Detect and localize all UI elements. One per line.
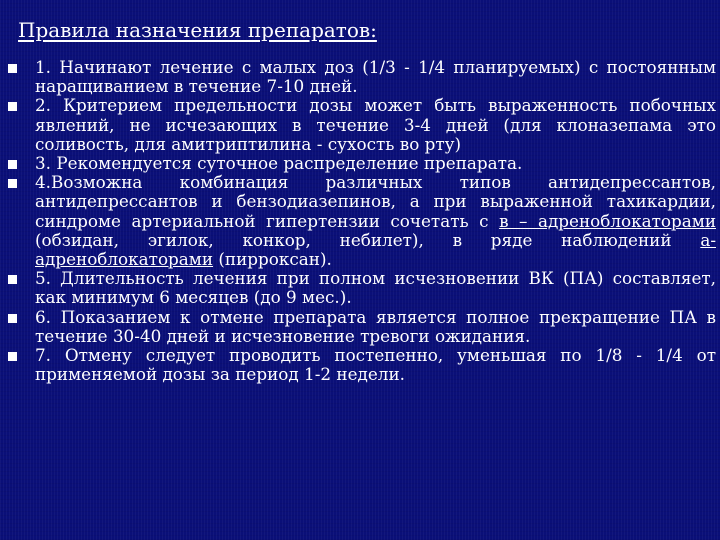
list-item [0, 154, 720, 173]
slide-title: Правила назначения препаратов: [18, 18, 377, 42]
list-item-text-part: (пирроксан). [213, 249, 332, 270]
list-item [0, 346, 720, 384]
rules-list [0, 58, 720, 384]
list-item [0, 96, 720, 154]
list-item-text: 6. Показанием к отмене препарата является полное прекращение ПА в течение 30-40 дней и исчезновение тревоги ожидания. [35, 306, 716, 346]
square-bullet-icon [8, 102, 17, 111]
list-item-text: 2. Критерием предельности дозы может быть выраженность побочных явлений, не исчезающих в течение 3-4 дней (для клоназепама это соливость, для амитриптилина - сухость во рту) [35, 95, 716, 154]
list-item-text-part: 4.Возможна комбинация различных типов антидепрессантов, антидепрессантов и бензодиазепинов, а при выраженной тахикардии, синдроме артериальной гипертензии сочетать с [35, 172, 716, 231]
list-item-text-part: (обзидан, эгилок, конкор, небилет), в ряде наблюдений [35, 229, 701, 250]
square-bullet-icon [8, 179, 17, 188]
square-bullet-icon [8, 352, 17, 361]
square-bullet-icon [8, 160, 17, 169]
list-item-text: 5. Длительность лечения при полном исчезновении ВК (ПА) составляет, как минимум 6 месяцев (до 9 мес.). [35, 268, 716, 308]
list-item [0, 58, 720, 96]
list-item [0, 308, 720, 346]
square-bullet-icon [8, 275, 17, 284]
list-item-text [35, 173, 716, 269]
list-item-text: 7. Отмену следует проводить постепенно, уменьшая по 1/8 - 1/4 от применяемой дозы за период 1-2 недели. [35, 345, 716, 385]
square-bullet-icon [8, 64, 17, 73]
square-bullet-icon [8, 314, 17, 323]
beta-blockers-link[interactable]: в – адреноблокаторами [499, 210, 717, 231]
list-item-text: 1. Начинают лечение с малых доз (1/3 - 1/4 планируемых) с постоянным наращиванием в течение 7-10 дней. [35, 57, 716, 97]
list-item-text: 3. Рекомендуется суточное распределение препарата. [35, 153, 523, 174]
list-item [0, 269, 720, 307]
list-item [0, 173, 720, 269]
alpha-blockers-link[interactable]: а-адреноблокаторами [35, 229, 716, 270]
